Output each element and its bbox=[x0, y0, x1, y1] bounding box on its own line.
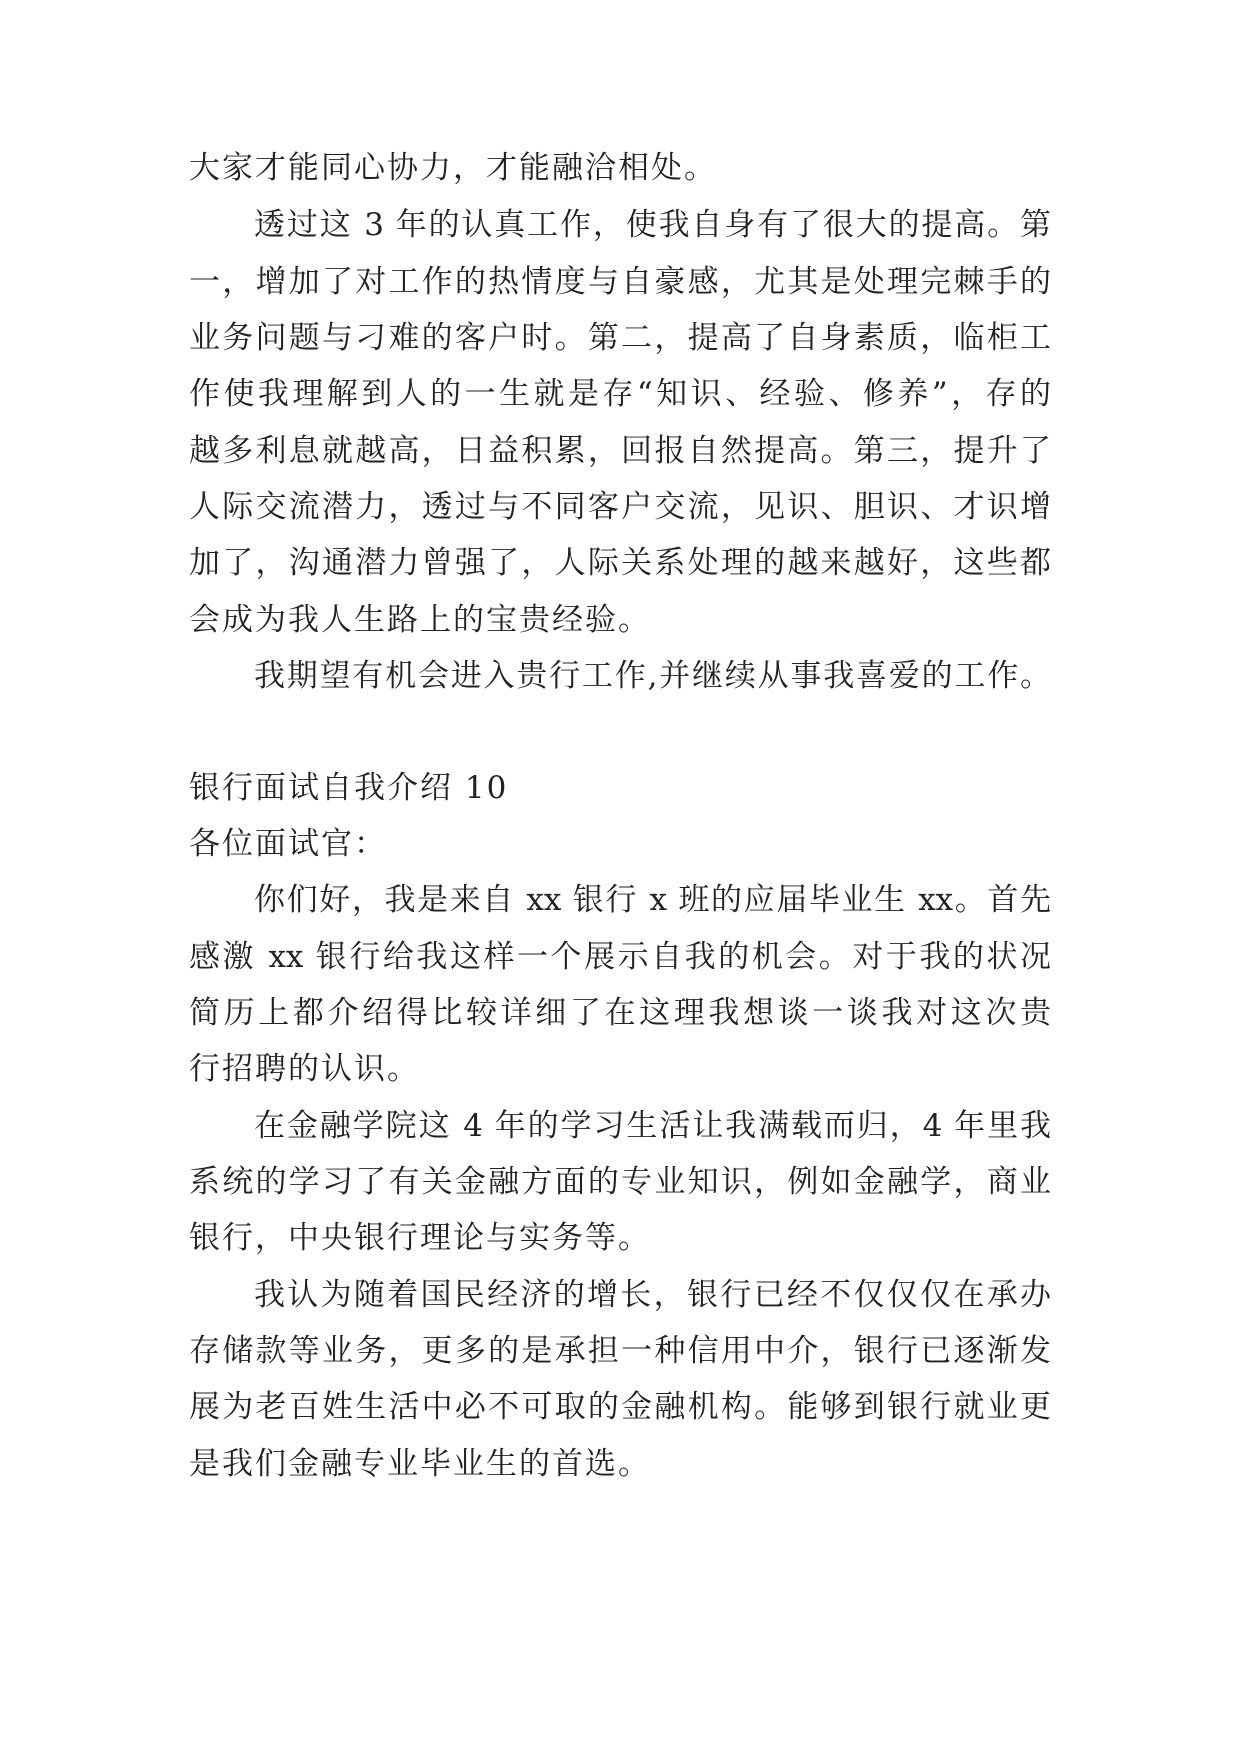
text-line: 系统的学习了有关金融方面的专业知识，例如金融学，商业 bbox=[189, 1164, 1051, 1200]
text-line: 一，增加了对工作的热情度与自豪感，尤其是处理完棘手的 bbox=[189, 264, 1051, 300]
paragraph-start-line: 我认为随着国民经济的增长，银行已经不仅仅仅在承办 bbox=[254, 1277, 1051, 1313]
text-line: 加了，沟通潜力曾强了，人际关系处理的越来越好，这些都 bbox=[189, 545, 1051, 581]
text-line: 简历上都介绍得比较详细了在这理我想谈一谈我对这次贵 bbox=[189, 995, 1051, 1031]
text-line: 作使我理解到人的一生就是存“知识、经验、修养”，存的 bbox=[189, 376, 1051, 412]
section-heading: 银行面试自我介绍 10 bbox=[189, 770, 509, 806]
text-line: 展为老百姓生活中必不可取的金融机构。能够到银行就业更 bbox=[189, 1389, 1051, 1425]
text-line: 越多利息就越高，日益积累，回报自然提高。第三，提升了 bbox=[189, 433, 1051, 469]
text-line: 是我们金融专业毕业生的首选。 bbox=[189, 1446, 651, 1482]
text-line: 大家才能同心协力，才能融洽相处。 bbox=[189, 150, 717, 186]
paragraph-start-line: 你们好，我是来自 xx 银行 x 班的应届毕业生 xx。首先 bbox=[254, 882, 1051, 918]
text-line: 存储款等业务，更多的是承担一种信用中介，银行已逐渐发 bbox=[189, 1333, 1051, 1369]
paragraph-start-line: 我期望有机会进入贵行工作,并继续从事我喜爱的工作。 bbox=[254, 658, 1051, 694]
text-line: 业务问题与刁难的客户时。第二，提高了自身素质，临柜工 bbox=[189, 320, 1051, 356]
text-line: 人际交流潜力，透过与不同客户交流，见识、胆识、才识增 bbox=[189, 489, 1051, 525]
text-line: 银行，中央银行理论与实务等。 bbox=[189, 1220, 651, 1256]
text-line: 会成为我人生路上的宝贵经验。 bbox=[189, 602, 651, 638]
text-line: 行招聘的认识。 bbox=[189, 1051, 420, 1087]
text-line: 感激 xx 银行给我这样一个展示自我的机会。对于我的状况 bbox=[189, 939, 1051, 975]
salutation: 各位面试官： bbox=[189, 826, 387, 862]
paragraph-start-line: 在金融学院这 4 年的学习生活让我满载而归，4 年里我 bbox=[254, 1108, 1051, 1144]
paragraph-start-line: 透过这 3 年的认真工作，使我自身有了很大的提高。第 bbox=[254, 207, 1051, 243]
